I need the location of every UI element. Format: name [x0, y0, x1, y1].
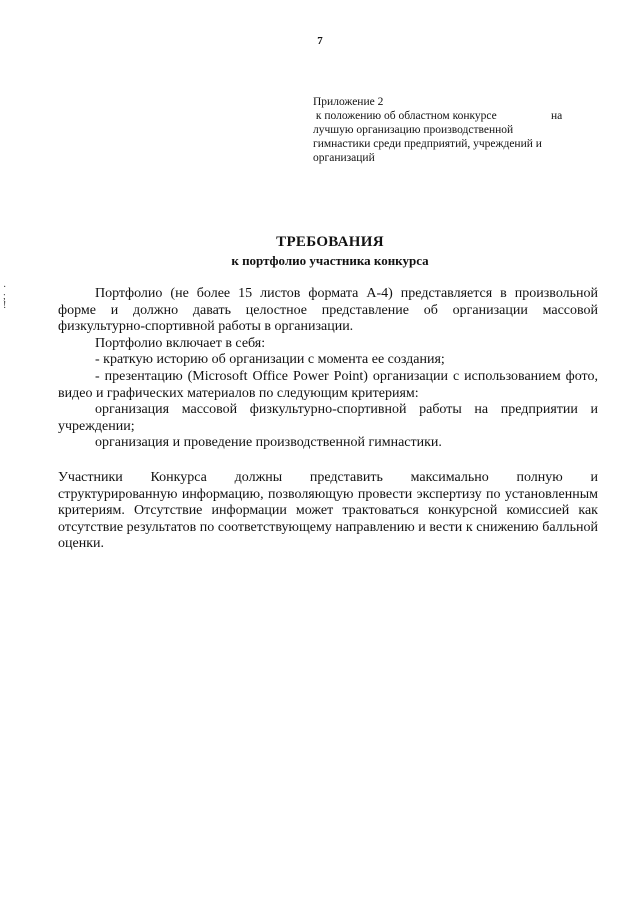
paragraph-portfolio-intro: Портфолио (не более 15 листов формата А-4) представляется в произвольной форме и должно давать целостное представление об организации массовой физкультурно-спортивной работы в организации. [58, 286, 598, 335]
paragraph-gap [58, 452, 598, 470]
annex-note [313, 95, 583, 165]
document-heading [0, 233, 640, 270]
paragraph-participants-rest: структурированную информацию, позволяющую провести экспертизу по установленным критериям. Отсутствие информации может трактоваться конкурсной комиссией как отсутствие результатов по соответствующему направлению и вести к снижению балльной оценки. [58, 486, 598, 552]
page-number: 7 [317, 35, 323, 47]
annex-line-5: организаций [313, 152, 375, 164]
scan-margin-marks: · ; ! [3, 282, 7, 311]
document-body [58, 286, 598, 553]
annex-line-2-text: к положению об областном конкурсе [315, 110, 497, 122]
list-item-history: - краткую историю об организации с момента ее создания; [95, 352, 445, 368]
annex-line-2-tail: на [551, 110, 563, 122]
paragraph-portfolio-includes: Портфолио включает в себя: [95, 335, 266, 351]
paragraph-participants-line-1: Участники Конкурса должны представить максимально полную и [58, 469, 598, 485]
list-item-sports-work: организация массовой физкультурно-спортивной работы на предприятии и учреждении; [58, 402, 598, 434]
annex-line-2 [313, 109, 583, 123]
heading-subtitle: к портфолио участника конкурса [231, 253, 429, 268]
annex-line-3: лучшую организацию производственной [313, 124, 514, 136]
heading-title: ТРЕБОВАНИЯ [276, 234, 384, 250]
annex-line-4: гимнастики среди предприятий, учреждений и [313, 138, 542, 150]
list-item-gymnastics: организация и проведение производственной гимнастики. [95, 435, 442, 451]
list-item-presentation: - презентацию (Microsoft Office Power Point) организации с использованием фото, видео и графических материалов по следующим критериям: [58, 368, 598, 401]
annex-line-1: Приложение 2 [313, 96, 384, 108]
